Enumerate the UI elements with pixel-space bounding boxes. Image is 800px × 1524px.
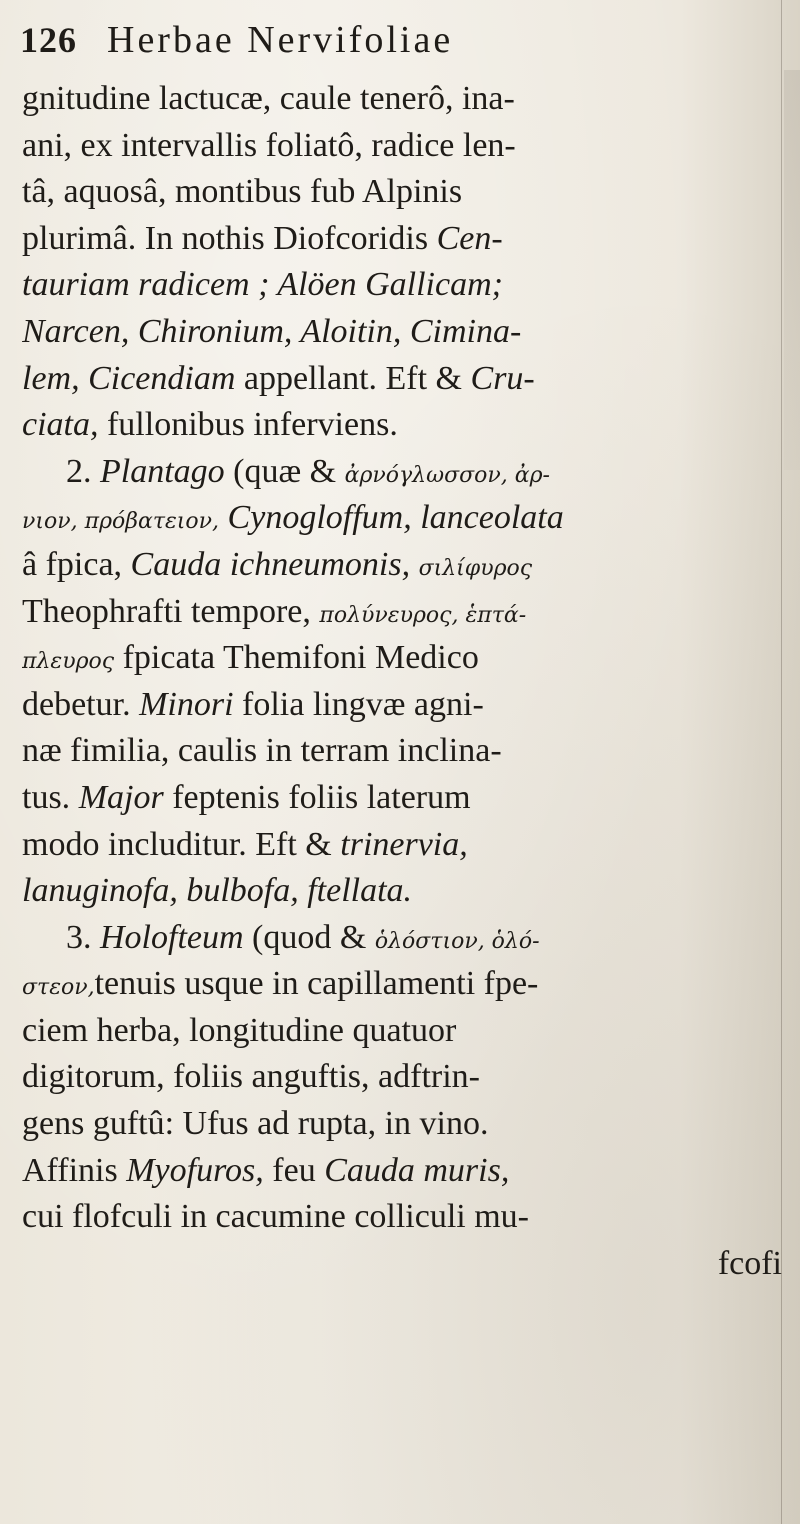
text-line bbox=[22, 961, 782, 1008]
italic-text: lem, Cicendiam bbox=[22, 359, 236, 397]
text-line-content bbox=[22, 732, 502, 769]
text-line-content bbox=[22, 127, 516, 164]
roman-text: appellant. Eft & bbox=[235, 359, 471, 397]
roman-text: plurimâ. In nothis Diofcoridis bbox=[22, 219, 437, 257]
roman-text: ciem herba, longitudine quatuor bbox=[22, 1011, 457, 1049]
body-text bbox=[22, 76, 782, 1287]
italic-text: ciata, bbox=[22, 406, 99, 444]
text-line bbox=[22, 1194, 782, 1241]
text-line-content bbox=[22, 313, 521, 350]
roman-text bbox=[410, 546, 419, 583]
text-line-content bbox=[22, 1198, 529, 1235]
text-line bbox=[22, 915, 782, 962]
greek-text: σιλίφυρος bbox=[418, 555, 533, 581]
text-line-content bbox=[22, 220, 503, 257]
italic-text: Cynogloffum, lanceolata bbox=[227, 499, 564, 537]
roman-text: ani, ex intervallis foliatô, radice len- bbox=[22, 126, 516, 164]
text-line-content bbox=[22, 872, 412, 909]
italic-text: lanuginofa, bulbofa, ftellata. bbox=[22, 872, 413, 910]
italic-text: Cen- bbox=[436, 219, 503, 257]
italic-text: Cauda muris, bbox=[324, 1151, 510, 1189]
roman-text: (quod & bbox=[243, 918, 375, 956]
text-line bbox=[22, 402, 782, 449]
greek-text: στεον, bbox=[22, 975, 95, 1001]
greek-text: πολύνευρος, ἑπτά- bbox=[319, 602, 527, 628]
text-line-content bbox=[22, 919, 540, 956]
text-line-content bbox=[22, 406, 398, 443]
text-line bbox=[22, 1054, 782, 1101]
text-line bbox=[22, 1148, 782, 1195]
text-line-content bbox=[22, 1105, 489, 1142]
roman-text: fpicata Themifoni Medico bbox=[114, 639, 479, 677]
text-line bbox=[22, 262, 782, 309]
italic-text: Holofteum bbox=[100, 918, 244, 956]
text-line bbox=[22, 775, 782, 822]
text-line bbox=[22, 76, 782, 123]
italic-text: Myofuros, bbox=[126, 1151, 264, 1189]
page-number: 126 bbox=[20, 20, 77, 60]
italic-text: tauriam radicem ; Alöen Gallicam; bbox=[22, 266, 503, 304]
roman-text: feu bbox=[263, 1151, 325, 1189]
roman-text: digitorum, foliis anguftis, adftrin- bbox=[22, 1058, 480, 1096]
text-line bbox=[22, 635, 782, 682]
text-line-content bbox=[22, 779, 471, 816]
italic-text: Minori bbox=[139, 685, 234, 723]
greek-text: ἀρνόγλωσσον, ἀρ- bbox=[344, 462, 550, 488]
text-line bbox=[22, 449, 782, 496]
text-line bbox=[22, 728, 782, 775]
text-line bbox=[22, 495, 782, 542]
roman-text: fullonibus inferviens. bbox=[98, 406, 398, 444]
roman-text: folia lingvæ agni- bbox=[233, 685, 484, 723]
roman-text: cui flofculi in cacumine colliculi mu- bbox=[22, 1198, 529, 1236]
text-line-content bbox=[22, 1152, 509, 1189]
text-line bbox=[22, 542, 782, 589]
roman-text: gnitudine lactucæ, caule tenerô, ina- bbox=[22, 80, 515, 117]
running-head: Herbae Nervifoliae bbox=[107, 19, 454, 61]
greek-text: πλευρος bbox=[22, 649, 115, 675]
greek-text: νιον, πρόβατειον, bbox=[22, 509, 220, 535]
text-line bbox=[22, 682, 782, 729]
italic-text: Cru- bbox=[470, 359, 535, 397]
text-line bbox=[22, 1008, 782, 1055]
text-line-content bbox=[718, 1245, 782, 1282]
text-line-content bbox=[22, 499, 564, 536]
text-line bbox=[22, 1241, 782, 1288]
text-line bbox=[22, 216, 782, 263]
roman-text: feptenis foliis laterum bbox=[163, 778, 471, 816]
text-line bbox=[22, 169, 782, 216]
italic-text: Narcen, Chironium, Aloitin, Cimina- bbox=[22, 312, 522, 350]
text-line-content bbox=[22, 1012, 456, 1049]
text-line-content bbox=[22, 80, 515, 117]
greek-text: ὁλόστιον, ὁλό- bbox=[374, 928, 540, 954]
text-line-content bbox=[22, 686, 484, 723]
text-line bbox=[22, 589, 782, 636]
text-line-content bbox=[22, 826, 468, 863]
text-line-content bbox=[22, 1058, 480, 1095]
text-line-content bbox=[22, 639, 479, 676]
roman-text: 3. bbox=[66, 918, 100, 956]
roman-text: 2. bbox=[66, 452, 100, 490]
page-edge-shadow bbox=[784, 70, 800, 470]
text-line-content bbox=[22, 546, 532, 583]
text-line bbox=[22, 1101, 782, 1148]
roman-text: (quæ & bbox=[224, 452, 345, 490]
roman-text: gens guftû: Ufus ad rupta, in vino. bbox=[22, 1105, 489, 1143]
text-line bbox=[22, 123, 782, 170]
text-line bbox=[22, 356, 782, 403]
roman-text: â fpica, bbox=[22, 545, 131, 583]
roman-text: Affinis bbox=[22, 1151, 127, 1189]
text-line-content bbox=[22, 173, 462, 210]
roman-text: næ fimilia, caulis in terram inclina- bbox=[22, 732, 502, 770]
roman-text: Theophrafti tempore, bbox=[22, 592, 320, 630]
italic-text: Cauda ichneumonis, bbox=[130, 545, 411, 583]
roman-text bbox=[219, 499, 228, 536]
roman-text: debetur. bbox=[22, 685, 140, 723]
roman-text: tenuis usque in capillamenti fpe- bbox=[94, 965, 539, 1003]
text-line bbox=[22, 868, 782, 915]
text-line-content bbox=[22, 965, 538, 1002]
roman-text: tâ, aquosâ, montibus fub Alpinis bbox=[22, 173, 463, 211]
text-line-content bbox=[22, 360, 535, 397]
italic-text: Major bbox=[78, 778, 164, 816]
text-line bbox=[22, 309, 782, 356]
text-line-content bbox=[22, 593, 526, 630]
roman-text: tus. bbox=[22, 778, 79, 816]
roman-text: modo includitur. Eft & bbox=[22, 825, 341, 863]
page-header bbox=[20, 18, 453, 68]
text-line bbox=[22, 822, 782, 869]
roman-text: fcofi bbox=[717, 1244, 782, 1282]
italic-text: Plantago bbox=[100, 452, 225, 490]
italic-text: trinervia, bbox=[340, 825, 468, 863]
text-line-content bbox=[22, 453, 550, 490]
text-line-content bbox=[22, 266, 503, 303]
